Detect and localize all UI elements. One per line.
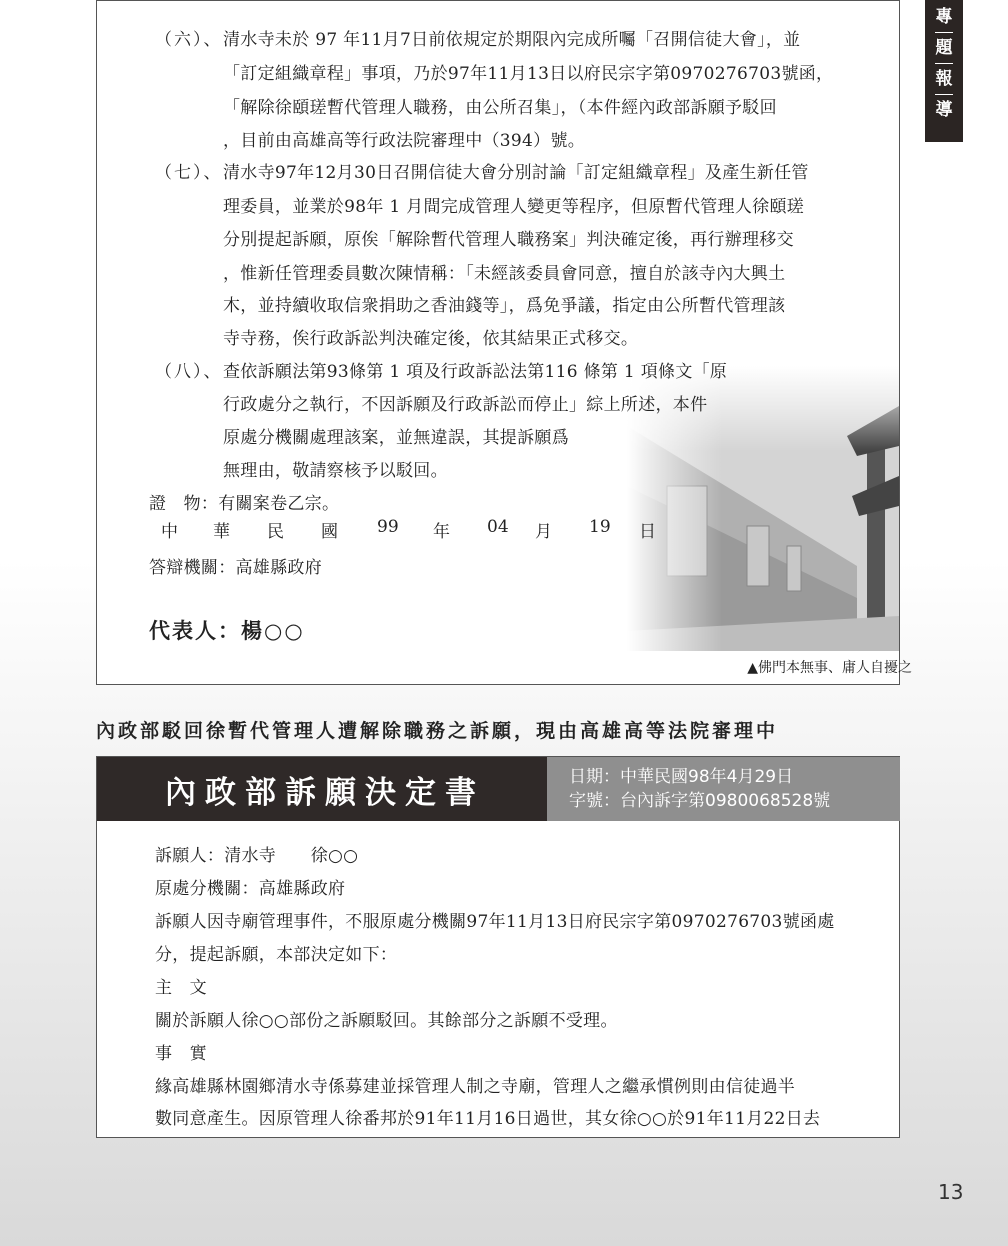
decision-number: 字號：台內訴字第0980068528號 [569,791,831,811]
section-tab-char: 題 [935,38,953,58]
item-line: 寺寺務，俟行政訴訟判決確定後，依其結果正式移交。 [223,329,639,349]
date-char: 華 [213,522,230,542]
decision-title-banner [97,757,547,821]
decision-line: 分，提起訴願，本部決定如下： [155,945,398,965]
item-line: 木，並持續收取信衆捐助之香油錢等」，爲免爭議，指定由公所暫代管理該 [223,296,786,316]
item-line: 理委員，並業於98年 1 月間完成管理人變更等程序，但原暫代管理人徐頤瑳 [223,197,805,217]
date-char: 99 [377,517,399,537]
reply-document-box [96,0,900,685]
date-char: 民 [267,522,284,542]
item-marker: （八）、 [155,362,223,382]
item-line: 查依訴願法第93條第 1 項及行政訴訟法第116 條第 1 項條文「原 [223,362,728,382]
item-line: 清水寺97年12月30日召開信徒大會分別討論「訂定組織章程」及產生新任管 [223,163,809,183]
item-line: 行政處分之執行，不因訴願及行政訴訟而停止」綜上所述，本件 [223,395,708,415]
item-line: 無理由，敬請察核予以駁回。 [223,461,448,481]
date-char: 19 [589,517,611,537]
evidence-line: 證 物：有關案卷乙宗。 [149,494,340,514]
item-line: ，惟新任管理委員數次陳情稱：「未經該委員會同意，擅自於該寺內大興土 [223,264,786,284]
section-tab-char: 專 [935,7,953,27]
item-line: 清水寺未於 97 年11月7日前依規定於期限內完成所囑「召開信徒大會」，並 [223,30,801,50]
item-marker: （七）、 [155,163,223,183]
item-line: 分別提起訴願，原俟「解除暫代管理人職務案」判決確定後，再行辦理移交 [223,230,794,250]
date-char: 年 [433,522,450,542]
page-number: 13 [938,1180,964,1204]
decision-heading: 主 文 [155,978,207,998]
date-char: 04 [487,517,509,537]
decision-line: 訴願人：清水寺 徐○○ [155,846,359,866]
section-tab [925,0,963,142]
decision-heading: 事 實 [155,1044,207,1064]
item-line: 「解除徐頤瑳暫代管理人職務，由公所召集」，（本件經內政部訴願予駁回 [223,98,777,118]
representative-signature: 代表人：楊○○ [149,618,305,643]
section-tab-char: 報 [935,69,953,89]
decision-document-box [96,756,900,1138]
decision-line: 關於訴願人徐○○部份之訴願駁回。其餘部分之訴願不受理。 [155,1011,618,1031]
photo-caption: ▲佛門本無事、庸人自擾之 [747,660,912,676]
item-line: 「訂定組織章程」事項，乃於97年11月13日以府民宗字第0970276703號函， [223,64,834,84]
decision-line: 原處分機關：高雄縣政府 [155,879,346,899]
decision-date: 日期：中華民國98年4月29日 [569,767,794,787]
item-marker: （六）、 [155,30,223,50]
item-line: ，目前由高雄高等行政法院審理中（394）號。 [223,131,586,151]
item-line: 原處分機關處理該案，並無違誤，其提訴願爲 [223,428,569,448]
date-char: 日 [639,522,656,542]
respondent-line: 答辯機關：高雄縣政府 [149,558,322,578]
decision-line: 訴願人因寺廟管理事件，不服原處分機關97年11月13日府民宗字第0970276703號函處 [155,912,835,932]
date-char: 國 [321,522,338,542]
decision-title: 內政部訴願決定書 [165,774,485,811]
section-headline: 內政部駁回徐暫代管理人遭解除職務之訴願，現由高雄高等法院審理中 [96,720,779,742]
date-char: 月 [535,522,552,542]
section-tab-char: 導 [935,100,953,120]
decision-meta-banner [547,757,900,821]
date-char: 中 [161,522,178,542]
decision-line: 緣高雄縣林園鄉清水寺係募建並採管理人制之寺廟，管理人之繼承慣例則由信徒過半 [155,1077,796,1097]
decision-line: 數同意產生。因原管理人徐番邦於91年11月16日過世，其女徐○○於91年11月22日去 [155,1109,821,1129]
